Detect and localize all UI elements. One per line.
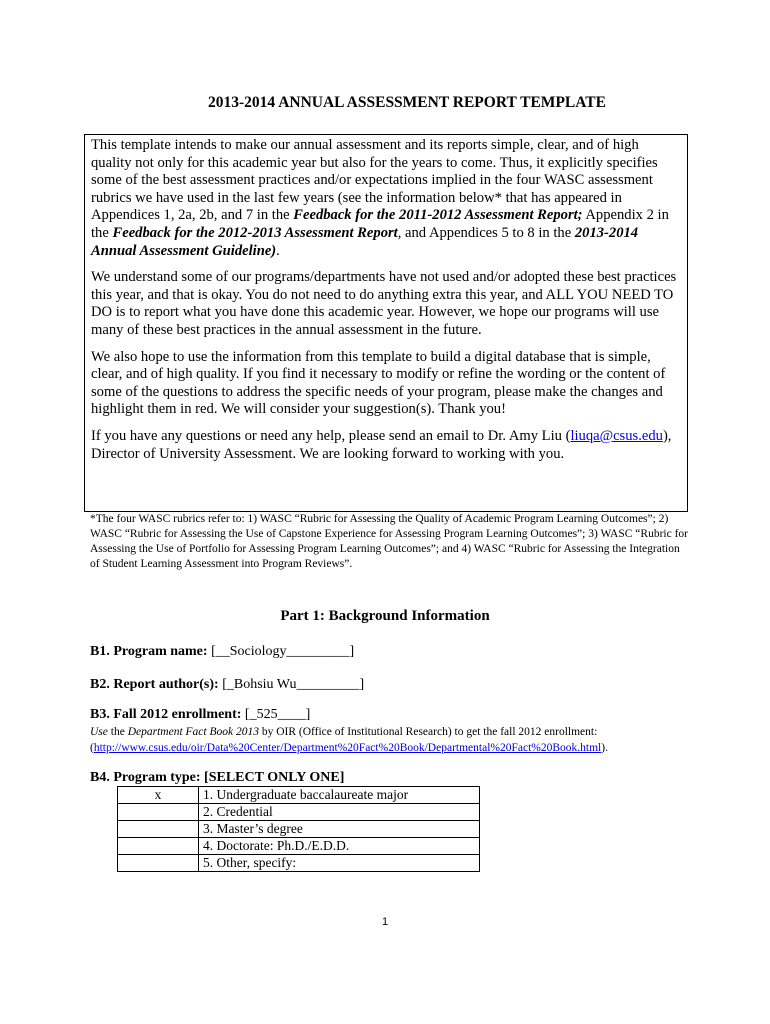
b3-value[interactable]: [_525____] — [241, 707, 311, 722]
b3-note-text: the — [107, 726, 128, 738]
option-label: 5. Other, specify: — [199, 855, 480, 872]
b1-value[interactable]: [__Sociology_________] — [207, 644, 355, 659]
b1-program-name — [90, 644, 354, 660]
table-row — [118, 804, 480, 821]
intro-text: , and Appendices 5 to 8 in the — [397, 224, 575, 241]
option-label: 4. Doctorate: Ph.D./E.D.D. — [199, 838, 480, 855]
table-row — [118, 821, 480, 838]
b4-program-type — [90, 770, 344, 786]
page-number: 1 — [381, 916, 389, 928]
b3-note — [90, 724, 730, 756]
table-row — [118, 838, 480, 855]
selection-cell[interactable] — [118, 804, 199, 821]
feedback-2012-ref: Feedback for the 2012-2013 Assessment Report — [112, 224, 398, 241]
page-title: 2013-2014 ANNUAL ASSESSMENT REPORT TEMPLATE — [208, 94, 606, 111]
part1-heading: Part 1: Background Information — [280, 608, 490, 624]
selection-cell[interactable] — [118, 855, 199, 872]
intro-text: ), Director of University Assessment. We are looking forward to working with you. — [91, 427, 672, 462]
b3-note-text: Use — [90, 726, 108, 738]
guideline-ref: 2013-2014 Annual Assessment Guideline) — [91, 224, 639, 259]
b1-label: B1. Program name: — [90, 644, 208, 659]
rubrics-footnote: *The four WASC rubrics refer to: 1) WASC “Rubric for Assessing the Quality of Academic Program Learning Outcomes”; 2) WASC “Rubric for Assessing the Use of Capstone Experience for Assessing Program Learning Outcomes”; 3) WASC “Rubric for Assessing the Use of Portfolio for Assessing Program Learning Outcomes”; and 4) WASC “Rubric for Assessing the Integration of Student Learning Assessment into Program Reviews”. — [90, 513, 688, 570]
option-label: 3. Master’s degree — [199, 821, 480, 838]
intro-paragraph-2: We understand some of our programs/departments have not used and/or adopted these best practices this year, and that is okay. You do not need to do anything extra this year, and ALL YOU NEED TO DO is to report what you have done this academic year. However, we hope our programs will use many of these best practices in the annual assessment in the future. — [91, 269, 677, 338]
table-row — [118, 855, 480, 872]
fact-book-ref: Department Fact Book 2013 — [127, 726, 259, 738]
intro-text: . — [276, 242, 280, 259]
b3-label: B3. Fall 2012 enrollment: — [90, 707, 242, 722]
feedback-2011-ref: Feedback for the 2011-2012 Assessment Report; — [293, 207, 583, 224]
selection-cell[interactable] — [118, 821, 199, 838]
b3-note-text: ). — [601, 742, 608, 754]
fact-book-link[interactable]: http://www.csus.edu/oir/Data%20Center/Department%20Fact%20Book/Departmental%20Fact%20Book.html — [93, 742, 602, 754]
option-label: 1. Undergraduate baccalaureate major — [199, 787, 480, 804]
intro-paragraph-3: We also hope to use the information from this template to build a digital database that is simple, clear, and of high quality. If you find it necessary to modify or refine the wording or the content of some of the questions to address the specific needs of your program, please make the changes and highlight them in red. We will consider your suggestion(s). Thank you! — [91, 348, 666, 418]
email-link[interactable]: liuqa@csus.edu — [570, 427, 663, 444]
intro-text: This template intends to make our annual assessment and its reports simple, clear, and of high quality not only for this academic year but also for the years to come. Thus, it explicitly specifies some of the best assessment practices and/or expectations implied in the four WASC assessment rubrics we have used in the last few years (see the information below* that has appeared in Appendices 1, 2a, 2b, and 7 in the — [91, 137, 658, 224]
table-row — [118, 787, 480, 804]
b3-enrollment — [90, 707, 310, 723]
intro-paragraph-1 — [91, 137, 681, 260]
intro-box — [84, 134, 688, 512]
program-type-table — [117, 786, 480, 872]
b4-label: B4. Program type: [SELECT ONLY ONE] — [90, 770, 345, 785]
b2-value[interactable]: [_Bohsiu Wu_________] — [218, 677, 365, 692]
b2-label: B2. Report author(s): — [90, 677, 219, 692]
intro-text: If you have any questions or need any help, please send an email to Dr. Amy Liu ( — [91, 427, 571, 444]
selection-cell[interactable]: x — [118, 787, 199, 804]
selection-cell[interactable] — [118, 838, 199, 855]
intro-text: Appendix 2 in the — [91, 207, 669, 241]
intro-paragraph-4 — [91, 428, 681, 463]
option-label: 2. Credential — [199, 804, 480, 821]
b2-report-author — [90, 677, 364, 693]
b3-note-text: by OIR (Office of Institutional Research) to get the fall 2012 enrollment: ( — [90, 726, 598, 754]
